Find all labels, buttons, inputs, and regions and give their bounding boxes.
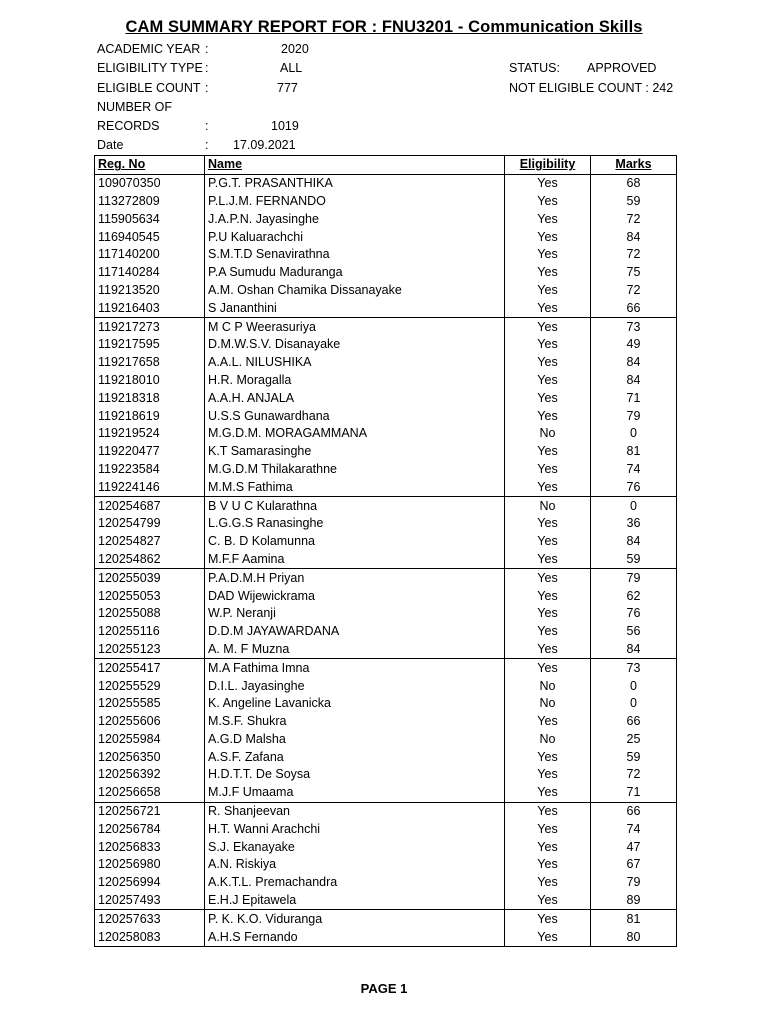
name-cell: W.P. Neranji xyxy=(205,605,505,623)
marks-cell: 79 xyxy=(591,407,677,425)
marks-cell: 0 xyxy=(591,425,677,443)
header-eligibility: Eligibility xyxy=(505,156,591,175)
marks-cell: 71 xyxy=(591,784,677,802)
name-cell: M.A Fathima Imna xyxy=(205,659,505,677)
reg-no-cell: 120256980 xyxy=(95,856,205,874)
reg-no-cell: 109070350 xyxy=(95,174,205,192)
marks-cell: 73 xyxy=(591,318,677,336)
name-cell: E.H.J Epitawela xyxy=(205,892,505,910)
table-row xyxy=(95,533,677,551)
table-row xyxy=(95,425,677,443)
name-cell: P.A Sumudu Maduranga xyxy=(205,264,505,282)
eligibility-cell: Yes xyxy=(505,802,591,820)
marks-cell: 59 xyxy=(591,551,677,569)
eligible-count-sep: : xyxy=(205,81,209,95)
name-cell: M.M.S Fathima xyxy=(205,478,505,496)
eligibility-cell: Yes xyxy=(505,478,591,496)
name-cell: A. M. F Muzna xyxy=(205,641,505,659)
status-value: APPROVED xyxy=(587,61,657,75)
marks-cell: 76 xyxy=(591,605,677,623)
name-cell: M.S.F. Shukra xyxy=(205,713,505,731)
reg-no-cell: 119223584 xyxy=(95,461,205,479)
name-cell: A.G.D Malsha xyxy=(205,731,505,749)
marks-cell: 84 xyxy=(591,372,677,390)
number-of-records-value: 1019 xyxy=(271,119,299,133)
table-row xyxy=(95,174,677,192)
marks-cell: 47 xyxy=(591,838,677,856)
table-row xyxy=(95,748,677,766)
table-row xyxy=(95,587,677,605)
name-cell: J.A.P.N. Jayasinghe xyxy=(205,210,505,228)
reg-no-cell: 120254799 xyxy=(95,515,205,533)
reg-no-cell: 120255585 xyxy=(95,695,205,713)
marks-cell: 36 xyxy=(591,515,677,533)
marks-cell: 67 xyxy=(591,856,677,874)
eligibility-cell: Yes xyxy=(505,838,591,856)
marks-cell: 71 xyxy=(591,389,677,407)
table-row xyxy=(95,856,677,874)
marks-cell: 0 xyxy=(591,497,677,515)
eligibility-cell: No xyxy=(505,695,591,713)
table-row xyxy=(95,713,677,731)
table-row xyxy=(95,193,677,211)
name-cell: P.A.D.M.H Priyan xyxy=(205,569,505,587)
name-cell: P.U Kaluarachchi xyxy=(205,228,505,246)
table-row xyxy=(95,336,677,354)
header-name: Name xyxy=(205,156,505,175)
marks-cell: 84 xyxy=(591,641,677,659)
eligibility-cell: Yes xyxy=(505,820,591,838)
name-cell: P.L.J.M. FERNANDO xyxy=(205,193,505,211)
name-cell: M C P Weerasuriya xyxy=(205,318,505,336)
eligibility-cell: Yes xyxy=(505,210,591,228)
table-row xyxy=(95,695,677,713)
name-cell: P.G.T. PRASANTHIKA xyxy=(205,174,505,192)
number-of-records-sep: : xyxy=(205,119,209,133)
table-row xyxy=(95,354,677,372)
marks-cell: 81 xyxy=(591,443,677,461)
eligibility-cell: Yes xyxy=(505,299,591,317)
reg-no-cell: 120257493 xyxy=(95,892,205,910)
reg-no-cell: 119218619 xyxy=(95,407,205,425)
marks-cell: 74 xyxy=(591,820,677,838)
eligibility-cell: Yes xyxy=(505,551,591,569)
marks-cell: 66 xyxy=(591,713,677,731)
marks-cell: 59 xyxy=(591,748,677,766)
name-cell: H.T. Wanni Arachchi xyxy=(205,820,505,838)
header-reg-no: Reg. No xyxy=(95,156,205,175)
name-cell: A.S.F. Zafana xyxy=(205,748,505,766)
table-row xyxy=(95,389,677,407)
table-header-row xyxy=(95,156,677,175)
name-cell: U.S.S Gunawardhana xyxy=(205,407,505,425)
table-row xyxy=(95,551,677,569)
name-cell: K. Angeline Lavanicka xyxy=(205,695,505,713)
eligibility-cell: No xyxy=(505,425,591,443)
name-cell: A.A.H. ANJALA xyxy=(205,389,505,407)
eligibility-cell: Yes xyxy=(505,856,591,874)
eligibility-cell: Yes xyxy=(505,874,591,892)
marks-cell: 84 xyxy=(591,533,677,551)
number-of-records-label-1: NUMBER OF xyxy=(97,100,172,114)
name-cell: H.R. Moragalla xyxy=(205,372,505,390)
reg-no-cell: 120255123 xyxy=(95,641,205,659)
name-cell: A.H.S Fernando xyxy=(205,928,505,946)
name-cell: A.A.L. NILUSHIKA xyxy=(205,354,505,372)
eligibility-cell: No xyxy=(505,731,591,749)
marks-cell: 72 xyxy=(591,282,677,300)
table-row xyxy=(95,659,677,677)
table-row xyxy=(95,228,677,246)
eligibility-cell: Yes xyxy=(505,318,591,336)
date-value: 17.09.2021 xyxy=(233,138,296,152)
eligibility-type-sep: : xyxy=(205,61,209,75)
marks-cell: 66 xyxy=(591,802,677,820)
marks-cell: 80 xyxy=(591,928,677,946)
eligibility-cell: Yes xyxy=(505,228,591,246)
name-cell: A.N. Riskiya xyxy=(205,856,505,874)
reg-no-cell: 119216403 xyxy=(95,299,205,317)
reg-no-cell: 120254862 xyxy=(95,551,205,569)
eligible-count-value: 777 xyxy=(277,81,298,95)
table-row xyxy=(95,246,677,264)
marks-cell: 56 xyxy=(591,623,677,641)
records-table xyxy=(94,155,677,947)
table-row xyxy=(95,928,677,946)
eligibility-cell: No xyxy=(505,497,591,515)
name-cell: M.G.D.M. MORAGAMMANA xyxy=(205,425,505,443)
table-row xyxy=(95,318,677,336)
name-cell: S.M.T.D Senavirathna xyxy=(205,246,505,264)
table-row xyxy=(95,820,677,838)
marks-cell: 66 xyxy=(591,299,677,317)
eligibility-cell: Yes xyxy=(505,372,591,390)
reg-no-cell: 120256833 xyxy=(95,838,205,856)
table-row xyxy=(95,784,677,802)
marks-cell: 73 xyxy=(591,659,677,677)
eligibility-cell: Yes xyxy=(505,193,591,211)
marks-cell: 74 xyxy=(591,461,677,479)
table-row xyxy=(95,731,677,749)
name-cell: P. K. K.O. Viduranga xyxy=(205,910,505,928)
marks-cell: 68 xyxy=(591,174,677,192)
reg-no-cell: 119217658 xyxy=(95,354,205,372)
table-row xyxy=(95,461,677,479)
marks-cell: 79 xyxy=(591,874,677,892)
table-row xyxy=(95,299,677,317)
name-cell: DAD Wijewickrama xyxy=(205,587,505,605)
marks-cell: 79 xyxy=(591,569,677,587)
eligibility-cell: Yes xyxy=(505,443,591,461)
reg-no-cell: 120254827 xyxy=(95,533,205,551)
eligibility-cell: Yes xyxy=(505,766,591,784)
reg-no-cell: 115905634 xyxy=(95,210,205,228)
name-cell: D.D.M JAYAWARDANA xyxy=(205,623,505,641)
name-cell: M.G.D.M Thilakarathne xyxy=(205,461,505,479)
eligibility-cell: Yes xyxy=(505,623,591,641)
eligibility-cell: Yes xyxy=(505,892,591,910)
eligibility-cell: Yes xyxy=(505,264,591,282)
not-eligible-count: NOT ELIGIBLE COUNT : 242 xyxy=(509,81,674,95)
eligibility-cell: Yes xyxy=(505,461,591,479)
marks-cell: 72 xyxy=(591,246,677,264)
eligibility-type-value: ALL xyxy=(280,61,303,75)
marks-cell: 49 xyxy=(591,336,677,354)
eligibility-cell: Yes xyxy=(505,587,591,605)
reg-no-cell: 120258083 xyxy=(95,928,205,946)
marks-cell: 75 xyxy=(591,264,677,282)
name-cell: B V U C Kularathna xyxy=(205,497,505,515)
eligibility-cell: Yes xyxy=(505,569,591,587)
eligibility-cell: No xyxy=(505,677,591,695)
name-cell: D.I.L. Jayasinghe xyxy=(205,677,505,695)
name-cell: K.T Samarasinghe xyxy=(205,443,505,461)
table-row xyxy=(95,766,677,784)
reg-no-cell: 119217595 xyxy=(95,336,205,354)
name-cell: H.D.T.T. De Soysa xyxy=(205,766,505,784)
eligibility-cell: Yes xyxy=(505,748,591,766)
marks-cell: 84 xyxy=(591,354,677,372)
reg-no-cell: 120256350 xyxy=(95,748,205,766)
reg-no-cell: 120257633 xyxy=(95,910,205,928)
reg-no-cell: 117140284 xyxy=(95,264,205,282)
marks-cell: 81 xyxy=(591,910,677,928)
eligibility-cell: Yes xyxy=(505,389,591,407)
table-row xyxy=(95,264,677,282)
table-row xyxy=(95,478,677,496)
marks-cell: 72 xyxy=(591,766,677,784)
name-cell: S Jananthini xyxy=(205,299,505,317)
eligibility-cell: Yes xyxy=(505,533,591,551)
marks-cell: 72 xyxy=(591,210,677,228)
name-cell: A.M. Oshan Chamika Dissanayake xyxy=(205,282,505,300)
eligibility-cell: Yes xyxy=(505,784,591,802)
marks-cell: 0 xyxy=(591,695,677,713)
table-row xyxy=(95,892,677,910)
reg-no-cell: 120255606 xyxy=(95,713,205,731)
marks-cell: 0 xyxy=(591,677,677,695)
status-label: STATUS: xyxy=(509,61,560,75)
reg-no-cell: 120256392 xyxy=(95,766,205,784)
date-sep: : xyxy=(205,138,209,152)
reg-no-cell: 119224146 xyxy=(95,478,205,496)
table-row xyxy=(95,443,677,461)
reg-no-cell: 120255529 xyxy=(95,677,205,695)
table-row xyxy=(95,838,677,856)
eligibility-cell: Yes xyxy=(505,246,591,264)
number-of-records-label-2: RECORDS xyxy=(97,119,160,133)
name-cell: D.M.W.S.V. Disanayake xyxy=(205,336,505,354)
marks-cell: 89 xyxy=(591,892,677,910)
eligibility-cell: Yes xyxy=(505,282,591,300)
reg-no-cell: 120256658 xyxy=(95,784,205,802)
table-row xyxy=(95,605,677,623)
eligibility-type-label: ELIGIBILITY TYPE xyxy=(97,61,203,75)
reg-no-cell: 119219524 xyxy=(95,425,205,443)
table-row xyxy=(95,282,677,300)
table-row xyxy=(95,641,677,659)
eligible-count-label: ELIGIBLE COUNT xyxy=(97,81,201,95)
academic-year-sep: : xyxy=(205,42,209,56)
reg-no-cell: 120255039 xyxy=(95,569,205,587)
academic-year-value: 2020 xyxy=(281,42,309,56)
table-row xyxy=(95,874,677,892)
name-cell: S.J. Ekanayake xyxy=(205,838,505,856)
date-label: Date xyxy=(97,138,124,152)
marks-cell: 76 xyxy=(591,478,677,496)
name-cell: M.J.F Umaama xyxy=(205,784,505,802)
eligibility-cell: Yes xyxy=(505,928,591,946)
eligibility-cell: Yes xyxy=(505,354,591,372)
table-row xyxy=(95,802,677,820)
marks-cell: 84 xyxy=(591,228,677,246)
eligibility-cell: Yes xyxy=(505,515,591,533)
reg-no-cell: 120254687 xyxy=(95,497,205,515)
page-number: PAGE 1 xyxy=(360,981,408,996)
reg-no-cell: 120256994 xyxy=(95,874,205,892)
table-row xyxy=(95,372,677,390)
reg-no-cell: 120255984 xyxy=(95,731,205,749)
reg-no-cell: 120256784 xyxy=(95,820,205,838)
reg-no-cell: 119218010 xyxy=(95,372,205,390)
table-row xyxy=(95,515,677,533)
table-row xyxy=(95,910,677,928)
reg-no-cell: 120256721 xyxy=(95,802,205,820)
eligibility-cell: Yes xyxy=(505,659,591,677)
reg-no-cell: 113272809 xyxy=(95,193,205,211)
reg-no-cell: 119218318 xyxy=(95,389,205,407)
reg-no-cell: 117140200 xyxy=(95,246,205,264)
marks-cell: 25 xyxy=(591,731,677,749)
name-cell: R. Shanjeevan xyxy=(205,802,505,820)
eligibility-cell: Yes xyxy=(505,713,591,731)
reg-no-cell: 120255088 xyxy=(95,605,205,623)
eligibility-cell: Yes xyxy=(505,174,591,192)
reg-no-cell: 116940545 xyxy=(95,228,205,246)
name-cell: C. B. D Kolamunna xyxy=(205,533,505,551)
reg-no-cell: 119213520 xyxy=(95,282,205,300)
name-cell: L.G.G.S Ranasinghe xyxy=(205,515,505,533)
table-row xyxy=(95,497,677,515)
eligibility-cell: Yes xyxy=(505,336,591,354)
reg-no-cell: 120255053 xyxy=(95,587,205,605)
eligibility-cell: Yes xyxy=(505,910,591,928)
reg-no-cell: 119220477 xyxy=(95,443,205,461)
reg-no-cell: 120255116 xyxy=(95,623,205,641)
marks-cell: 62 xyxy=(591,587,677,605)
name-cell: M.F.F Aamina xyxy=(205,551,505,569)
table-row xyxy=(95,210,677,228)
academic-year-label: ACADEMIC YEAR xyxy=(97,42,201,56)
table-row xyxy=(95,407,677,425)
marks-cell: 59 xyxy=(591,193,677,211)
table-row xyxy=(95,569,677,587)
eligibility-cell: Yes xyxy=(505,641,591,659)
table-row xyxy=(95,623,677,641)
header-marks: Marks xyxy=(591,156,677,175)
eligibility-cell: Yes xyxy=(505,407,591,425)
report-title: CAM SUMMARY REPORT FOR : FNU3201 - Communication Skills xyxy=(125,18,643,36)
reg-no-cell: 119217273 xyxy=(95,318,205,336)
eligibility-cell: Yes xyxy=(505,605,591,623)
reg-no-cell: 120255417 xyxy=(95,659,205,677)
table-row xyxy=(95,677,677,695)
name-cell: A.K.T.L. Premachandra xyxy=(205,874,505,892)
